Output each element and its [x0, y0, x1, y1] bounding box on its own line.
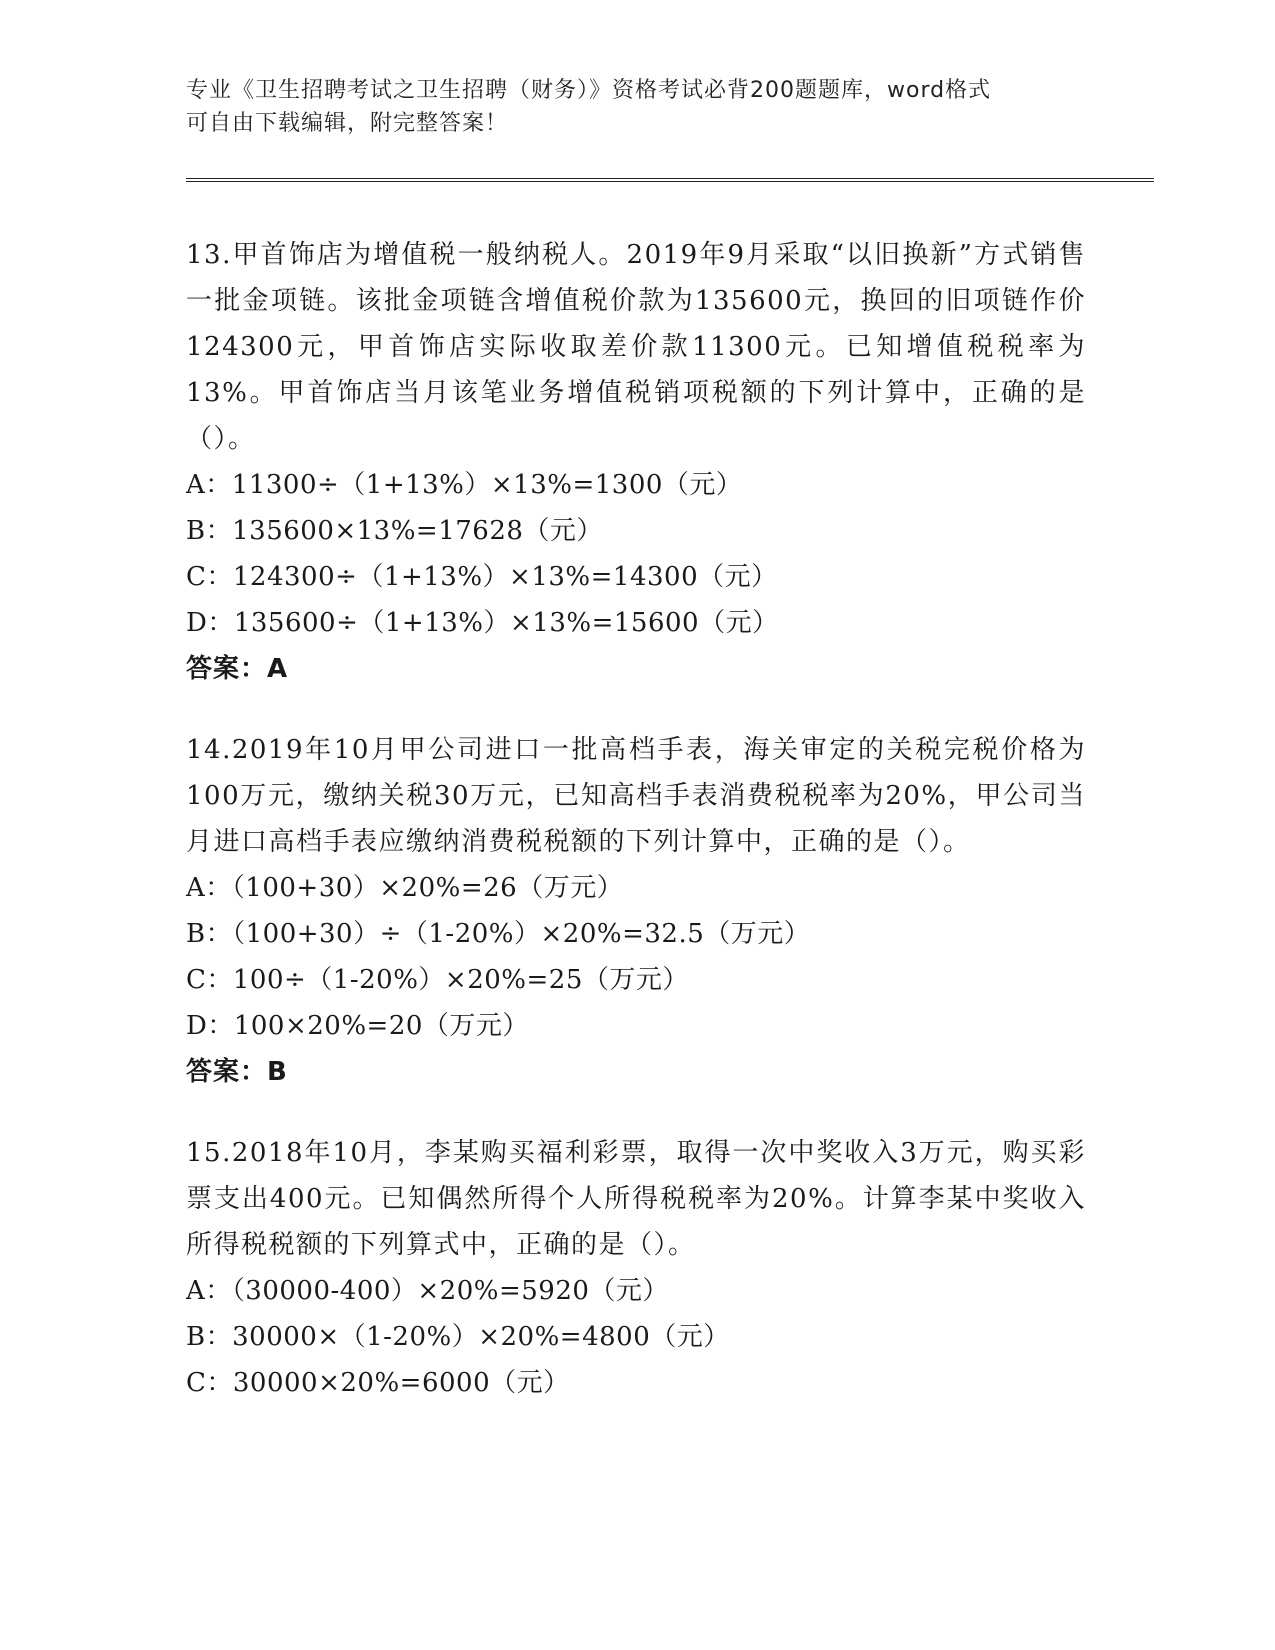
header-line-2: 可自由下载编辑，附完整答案！ — [186, 111, 509, 136]
option-b: B：（100+30）÷（1-20%）×20%=32.5（万元） — [186, 919, 811, 949]
option-b: B：30000×（1-20%）×20%=4800（元） — [186, 1322, 730, 1352]
option-c: C：30000×20%=6000（元） — [186, 1368, 570, 1398]
option-a: A：（100+30）×20%=26（万元） — [186, 873, 624, 903]
question-15 — [186, 1130, 1086, 1406]
header-line-1: 专业《卫生招聘考试之卫生招聘（财务）》资格考试必背200题题库，word格式 — [186, 78, 992, 103]
question-stem: 15.2018年10月，李某购买福利彩票，取得一次中奖收入3万元，购买彩票支出400元。已知偶然所得个人所得税税率为20%。计算李某中奖收入所得税税额的下列算式中，正确的是（）。 — [186, 1138, 1086, 1260]
question-14 — [186, 727, 1086, 1095]
answer-label: 答案：A — [186, 654, 289, 684]
question-stem: 14.2019年10月甲公司进口一批高档手表，海关审定的关税完税价格为100万元，缴纳关税30万元，已知高档手表消费税税率为20%，甲公司当月进口高档手表应缴纳消费税税额的下列计算中，正确的是（）。 — [186, 735, 1086, 857]
header-divider — [186, 178, 1154, 182]
option-c: C：100÷（1-20%）×20%=25（万元） — [186, 965, 689, 995]
option-d: D：135600÷（1+13%）×13%=15600（元） — [186, 608, 779, 638]
document-header — [186, 74, 1066, 140]
option-c: C：124300÷（1+13%）×13%=14300（元） — [186, 562, 778, 592]
option-b: B：135600×13%=17628（元） — [186, 516, 603, 546]
question-list — [186, 232, 1086, 1441]
option-d: D：100×20%=20（万元） — [186, 1011, 529, 1041]
answer-label: 答案：B — [186, 1057, 288, 1087]
option-a: A：（30000-400）×20%=5920（元） — [186, 1276, 669, 1306]
question-stem: 13.甲首饰店为增值税一般纳税人。2019年9月采取“以旧换新”方式销售一批金项链。该批金项链含增值税价款为135600元，换回的旧项链作价124300元，甲首饰店实际收取差价款11300元。已知增值税税率为13%。甲首饰店当月该笔业务增值税销项税额的下列计算中，正确的是（）。 — [186, 240, 1086, 454]
option-a: A：11300÷（1+13%）×13%=1300（元） — [186, 470, 743, 500]
question-13 — [186, 232, 1086, 692]
